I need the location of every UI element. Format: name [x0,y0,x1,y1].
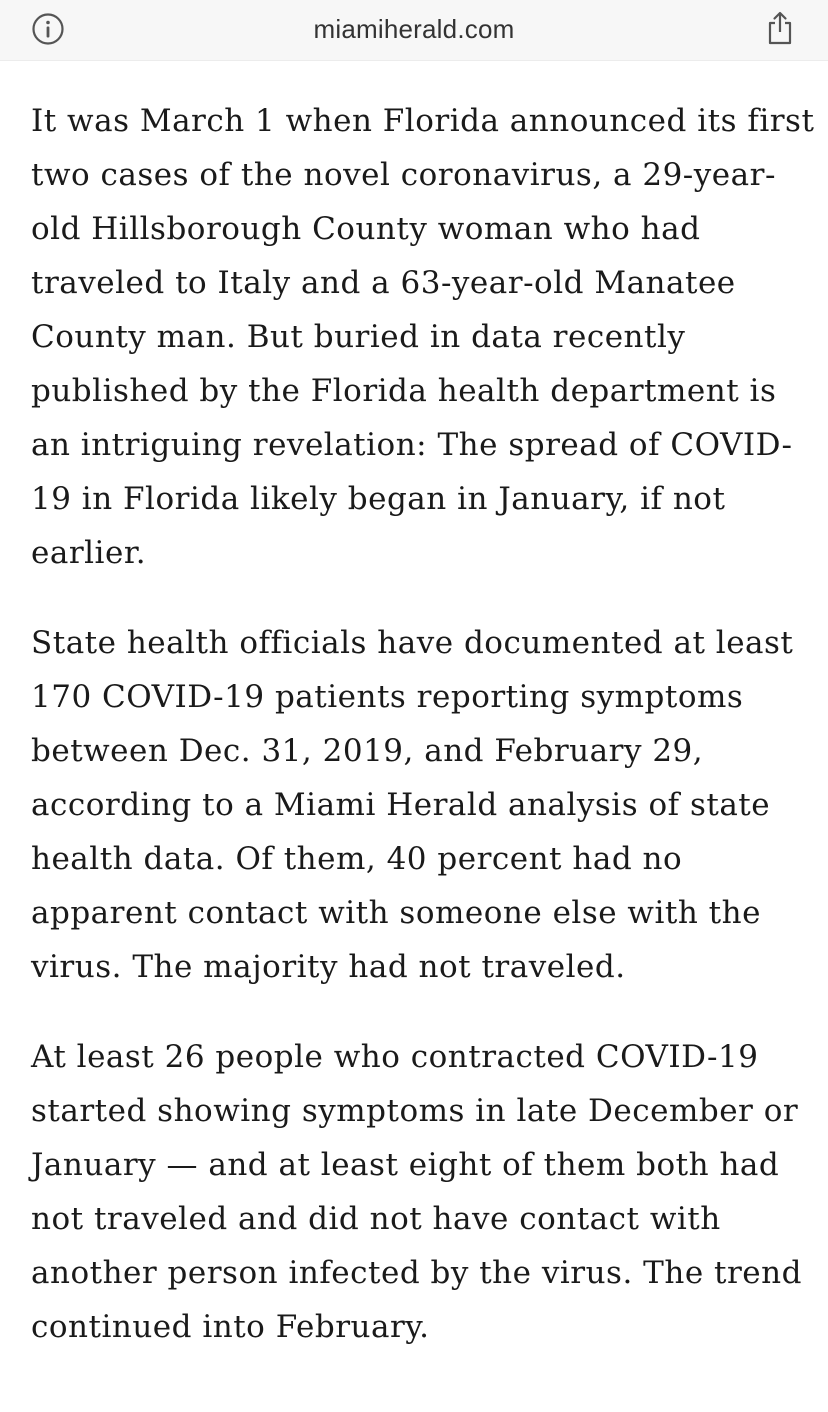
article-body [31,94,821,1390]
article-paragraph-3: At least 26 people who contracted COVID-19 started showing symptoms in late December or January — and at least eight of them both had not traveled and did not have contact with another person infected by the virus. The trend continued into February. [31,1039,802,1345]
share-icon [765,10,795,46]
article-paragraph-2: State health officials have documented at least 170 COVID-19 patients reporting symptoms between Dec. 31, 2019, and February 29, according to a Miami Herald analysis of state health data. Of them, 40 percent had no apparent contact with someone else with the virus. The majority had not traveled. [31,625,794,985]
browser-address-bar [0,0,828,61]
page-domain[interactable]: miamiherald.com [313,14,515,44]
article-paragraph-1: It was March 1 when Florida announced its first two cases of the novel coronavirus, a 29-year-old Hillsborough County woman who had traveled to Italy and a 63-year-old Manatee County man. But buried in data recently published by the Florida health department is an intriguing revelation: The spread of COVID-19 in Florida likely began in January, if not earlier. [31,103,815,571]
share-button[interactable] [760,8,800,48]
